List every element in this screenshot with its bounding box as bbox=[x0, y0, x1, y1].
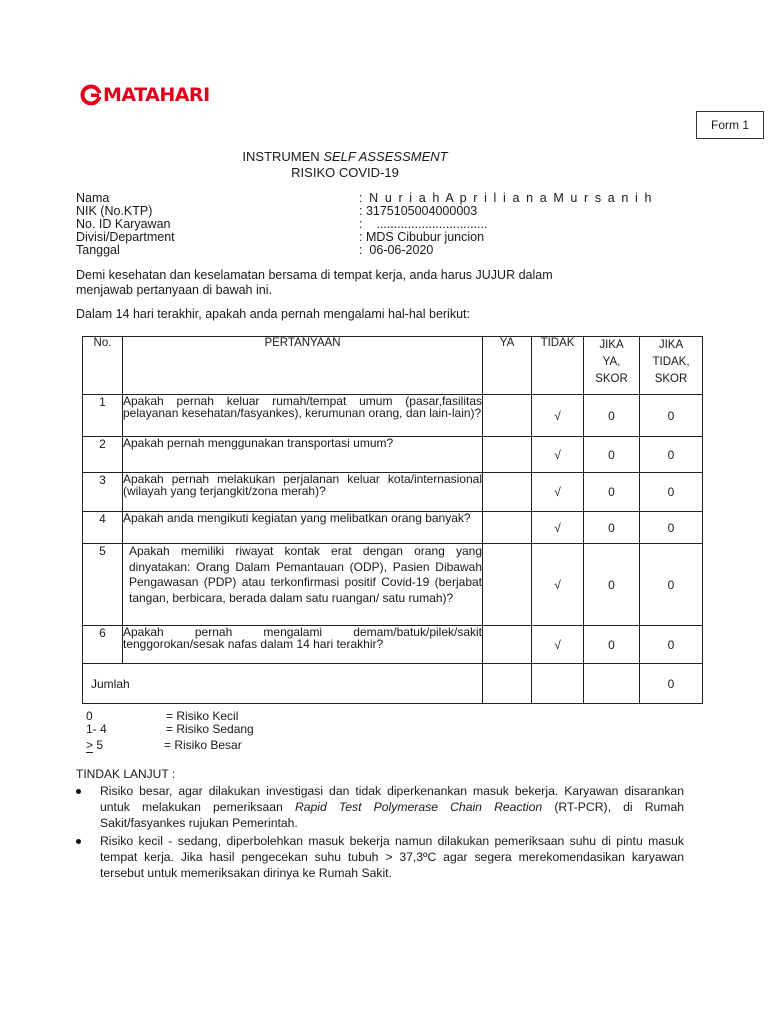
brand-name: MATAHARI bbox=[103, 84, 210, 106]
info-label-tanggal: Tanggal bbox=[76, 243, 120, 257]
gte-underline bbox=[86, 752, 93, 753]
matahari-logo-icon bbox=[80, 84, 102, 106]
row-ya bbox=[483, 437, 532, 473]
header-skor-ya-l2: YA, bbox=[602, 356, 621, 368]
legend-range-1: 0 bbox=[86, 709, 93, 723]
legend-range-3: > 5 bbox=[86, 738, 104, 752]
assessment-table bbox=[82, 336, 703, 704]
matahari-logo bbox=[80, 84, 210, 106]
row-question: Apakah pernah melakukan perjalanan keluar kota/internasional (wilayah yang terjangkit/zona merah)? bbox=[123, 473, 483, 512]
row-question: Apakah memiliki riwayat kontak erat dengan orang yang dinyatakan: Orang Dalam Pemantauan (ODP), Pasien Dibawah Pengawasan (PDP) atau terkonfirmasi positif Covid-19 (berjabat tangan, berbicara, berada dalam satu ruangan/ satu rumah)? bbox=[123, 544, 483, 626]
row-ya bbox=[483, 395, 532, 437]
bullet-dot bbox=[76, 839, 81, 844]
legend-desc-3: = Risiko Besar bbox=[164, 738, 242, 752]
row-ya bbox=[483, 473, 532, 512]
row-ya bbox=[483, 512, 532, 544]
info-value-nama: : N u r i a h A p r i l i a n a M u r s a n i h bbox=[359, 191, 654, 205]
total-ya bbox=[483, 664, 532, 704]
total-label: Jumlah bbox=[83, 664, 483, 704]
info-label-nik: NIK (No.KTP) bbox=[76, 204, 153, 218]
row-no: 2 bbox=[83, 437, 123, 473]
row-question: Apakah pernah menggunakan transportasi umum? bbox=[123, 437, 483, 473]
row-ya bbox=[483, 544, 532, 626]
info-label-nama: Nama bbox=[76, 191, 110, 205]
table-row bbox=[83, 473, 703, 512]
title-italic: SELF ASSESSMENT bbox=[323, 149, 448, 164]
header-question: PERTANYAAN bbox=[123, 337, 483, 395]
header-skor-ya bbox=[584, 337, 640, 395]
info-value-tanggal: : 06-06-2020 bbox=[359, 243, 434, 257]
row-question: Apakah anda mengikuti kegiatan yang melibatkan orang banyak? bbox=[123, 512, 483, 544]
row-skor-tidak: 0 bbox=[640, 473, 703, 512]
legend-desc-2: = Risiko Sedang bbox=[166, 722, 254, 736]
header-skor-ya-l1: JIKA bbox=[599, 339, 624, 351]
info-label-id: No. ID Karyawan bbox=[76, 217, 171, 231]
row-skor-tidak: 0 bbox=[640, 437, 703, 473]
row-skor-tidak: 0 bbox=[640, 626, 703, 664]
row-tidak-check: √ bbox=[532, 395, 584, 437]
bullet-1-text-b: (RT-PCR), di Rumah Sakit/fasyankes rujukan Pemerintah. bbox=[100, 800, 685, 830]
document-subtitle: RISIKO COVID-19 bbox=[291, 165, 399, 180]
table-header-row bbox=[83, 337, 703, 395]
row-tidak-check: √ bbox=[532, 437, 584, 473]
follow-up-bullet-1 bbox=[76, 783, 684, 831]
info-value-id: : ................................ bbox=[359, 217, 488, 231]
document-title bbox=[0, 149, 690, 164]
follow-up-heading: TINDAK LANJUT : bbox=[76, 767, 176, 781]
title-prefix: INSTRUMEN bbox=[242, 149, 324, 164]
row-ya bbox=[483, 626, 532, 664]
header-skor-tidak-l1: JIKA bbox=[658, 339, 684, 351]
row-no: 6 bbox=[83, 626, 123, 664]
total-tidak bbox=[532, 664, 584, 704]
follow-up-bullet-2 bbox=[76, 833, 684, 881]
total-value: 0 bbox=[640, 664, 703, 704]
intro-line-2: menjawab pertanyaan di bawah ini. bbox=[76, 283, 272, 297]
bullet-1-text-a: Risiko besar, agar dilakukan investigasi dan tidak diperkenankan masuk bekerja. Karyawan disarankan untuk melakukan pemeriksaan bbox=[100, 784, 684, 814]
header-skor-tidak bbox=[640, 337, 703, 395]
legend-range-2: 1- 4 bbox=[86, 722, 107, 736]
total-skor-ya bbox=[584, 664, 640, 704]
table-row bbox=[83, 626, 703, 664]
table-row bbox=[83, 437, 703, 473]
info-value-divisi: : MDS Cibubur juncion bbox=[359, 230, 485, 244]
table-row bbox=[83, 512, 703, 544]
row-no: 4 bbox=[83, 512, 123, 544]
row-tidak-check: √ bbox=[532, 473, 584, 512]
bullet-1-italic: Rapid Test Polymerase Chain Reaction bbox=[294, 800, 543, 814]
header-no: No. bbox=[83, 337, 123, 395]
info-label-divisi: Divisi/Department bbox=[76, 230, 175, 244]
row-skor-ya: 0 bbox=[584, 512, 640, 544]
bullet-dot bbox=[76, 789, 81, 794]
row-skor-tidak: 0 bbox=[640, 395, 703, 437]
row-skor-ya: 0 bbox=[584, 544, 640, 626]
header-ya: YA bbox=[483, 337, 532, 395]
table-row bbox=[83, 395, 703, 437]
row-tidak-check: √ bbox=[532, 512, 584, 544]
info-value-nik: : 3175105004000003 bbox=[359, 204, 478, 218]
intro-line-1: Demi kesehatan dan keselamatan bersama di tempat kerja, anda harus JUJUR dalam bbox=[76, 268, 553, 282]
header-skor-tidak-l3: SKOR bbox=[654, 373, 688, 385]
bullet-2-text: Risiko kecil - sedang, diperbolehkan masuk bekerja namun dilakukan pemeriksaan suhu di pintu masuk tempat kerja. Jika hasil pengecekan suhu tubuh > 37,3ºC agar segera merekomendasikan karyawan tersebut untuk memeriksakan dirinya ke Rumah Sakit. bbox=[100, 834, 684, 880]
row-skor-ya: 0 bbox=[584, 626, 640, 664]
table-total-row bbox=[83, 664, 703, 704]
row-skor-ya: 0 bbox=[584, 437, 640, 473]
row-skor-tidak: 0 bbox=[640, 544, 703, 626]
row-skor-tidak: 0 bbox=[640, 512, 703, 544]
row-tidak-check: √ bbox=[532, 626, 584, 664]
header-tidak: TIDAK bbox=[532, 337, 584, 395]
form-label: Form 1 bbox=[696, 111, 764, 139]
row-question: Apakah pernah keluar rumah/tempat umum (pasar,fasilitas pelayanan kesehatan/fasyankes), kerumunan orang, dan lain-lain)? bbox=[123, 395, 483, 437]
legend-desc-1: = Risiko Kecil bbox=[166, 709, 239, 723]
row-no: 3 bbox=[83, 473, 123, 512]
header-skor-tidak-l2: TIDAK, bbox=[652, 356, 690, 368]
row-tidak-check: √ bbox=[532, 544, 584, 626]
row-skor-ya: 0 bbox=[584, 473, 640, 512]
row-skor-ya: 0 bbox=[584, 395, 640, 437]
row-no: 5 bbox=[83, 544, 123, 626]
intro-question: Dalam 14 hari terakhir, apakah anda pernah mengalami hal-hal berikut: bbox=[76, 307, 470, 321]
table-row bbox=[83, 544, 703, 626]
header-skor-ya-l3: SKOR bbox=[595, 373, 628, 385]
row-no: 1 bbox=[83, 395, 123, 437]
row-question: Apakah pernah mengalami demam/batuk/pilek/sakit tenggorokan/sesak nafas dalam 14 hari terakhir? bbox=[123, 626, 483, 664]
